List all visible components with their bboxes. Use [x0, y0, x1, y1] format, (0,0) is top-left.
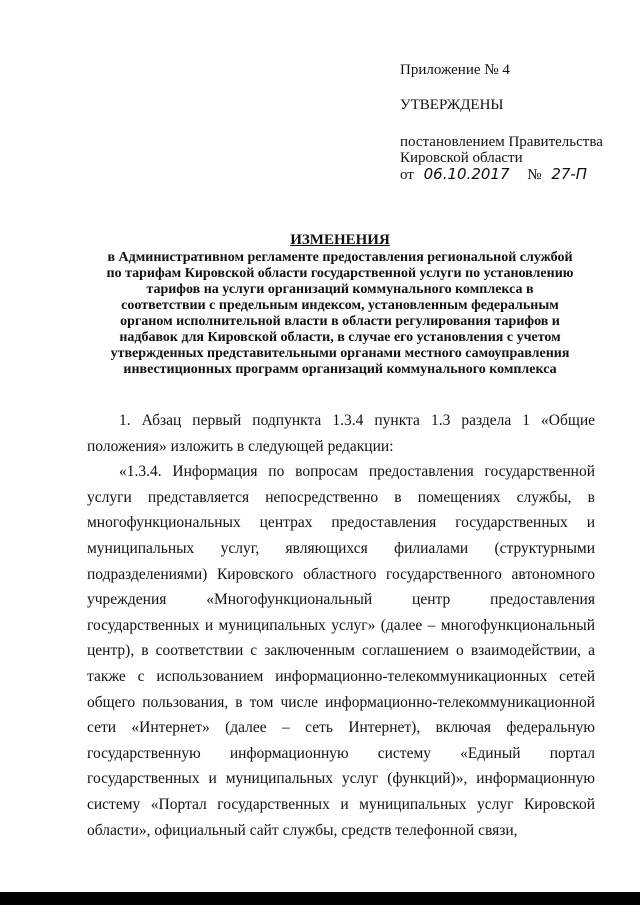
from-label: от: [400, 167, 414, 183]
title-line: тарифов на услуги организаций коммунального комплекса в: [146, 282, 534, 297]
document-body: [87, 408, 595, 843]
resolution-date-number: [400, 166, 603, 183]
resolution-reference: [400, 134, 603, 183]
handwritten-date: 06.10.2017: [423, 166, 510, 183]
body-paragraph-1: 1. Абзац первый подпункта 1.3.4 пункта 1.3 раздела 1 «Общие положения» изложить в следующей редакции:: [87, 412, 595, 455]
title-line: утвержденных представительными органами местного самоуправления: [110, 346, 570, 361]
title-line: по тарифам Кировской области государственной услуги по установлению: [106, 266, 574, 281]
scan-bottom-edge: [0, 892, 640, 905]
resolution-line-2: Кировской области: [400, 150, 523, 166]
document-title: [80, 232, 600, 378]
title-line: органом исполнительной власти в области регулирования тарифов и: [120, 314, 560, 329]
title-heading: ИЗМЕНЕНИЯ: [290, 232, 390, 248]
title-line: в Административном регламенте предоставления региональной службой: [107, 250, 573, 265]
number-label: №: [527, 167, 542, 183]
handwritten-number: 27-П: [551, 166, 588, 183]
title-line: инвестиционных программ организаций коммунального комплекса: [123, 362, 557, 377]
resolution-line-1: постановлением Правительства: [400, 134, 603, 150]
approved-label: УТВЕРЖДЕНЫ: [400, 97, 504, 113]
body-paragraph-2: «1.3.4. Информация по вопросам предоставления государственной услуги представляется непосредственно в помещениях службы, в многофункциональных центрах предоставления государственных и муниципальных услуг, являющихся филиалами (структурными подразделениями) Кировского областного государственного автономного учреждения «Многофункциональный центр предоставления государственных и муниципальных услуг» (далее – многофункциональный центр), в соответствии с заключенным соглашением о взаимодействии, а также с использованием информационно-телекоммуникационных сетей общего пользования, в том числе информационно-телекоммуникационной сети «Интернет» (далее – сеть Интернет), включая федеральную государственную информационную систему «Единый портал государственных и муниципальных услуг (функций)», информационную систему «Портал государственных и муниципальных услуг Кировской области», официальный сайт службы, средств телефонной связи,: [87, 463, 595, 839]
title-line: надбавок для Кировской области, в случае его установления с учетом: [119, 330, 561, 345]
title-line: соответствии с предельным индексом, установленным федеральным: [121, 298, 559, 313]
appendix-label: Приложение № 4: [400, 62, 510, 78]
